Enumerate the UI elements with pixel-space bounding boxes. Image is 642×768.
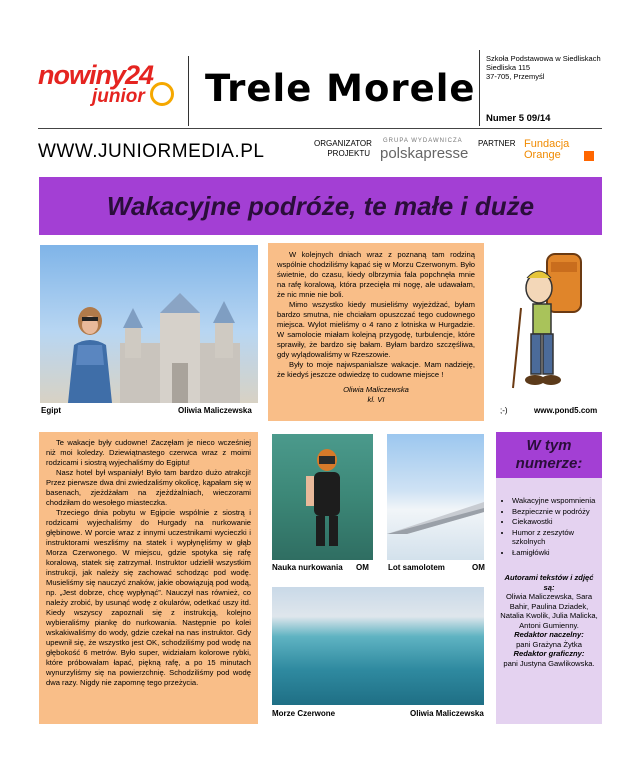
organizer-group: GRUPA WYDAWNICZA bbox=[383, 138, 463, 144]
header-rule bbox=[38, 128, 602, 129]
girl-figure-icon bbox=[64, 305, 116, 403]
photo-credit: Oliwia Maliczewska bbox=[178, 406, 252, 415]
egypt-castle-photo bbox=[40, 245, 258, 403]
sun-icon bbox=[150, 82, 174, 106]
airplane-wing-icon bbox=[387, 494, 484, 534]
airplane-photo bbox=[387, 434, 484, 560]
story-paragraph: Mimo wszystko kiedy musieliśmy wyjeżdżać, byłam bardzo smutna, nie chciałam opuszczać tego cudownego miejsca. Wylot mieliśmy o 4 rano z lotniska w Hurgadzie. W samolocie miałam kolejną przygodę, turbulencje, które sprawiły, że bardzo się bałam. Byłam bardzo szczęśliwa, gdy wylądowaliśmy w Rzeszowie. bbox=[277, 300, 475, 359]
story-paragraph: Trzeciego dnia pobytu w Egipcie wspólnie z siostrą i rodzicami wyjechaliśmy do Hurgady na nurkowanie głębinowe. W porcie wraz z innymi uczestnikami wycieczki i instruktorami weszliśmy na statek i wypłynęliśmy w głąb Morza Czerwonego. W miejscu, gdzie spotyka się rafę koralową, statek się zatrzymał. Instruktor udzielił wszystkim instrukcji, jak należy się zachować schodząc pod wodę. Musieliśmy się nauczyć znaków, jakie obowiązują pod wodą, np. „Jest dobrze, chcę wypłynąć”. Nauczył nas również, co należy zrobić, by usunąć wodę z okularów, odetkać uszy itd. Kiedy wszyscy zapoznali się z instrukcją, kolejno wybieraliśmy piankę do nurkowania. Następnie po kolei wskakiwaliśmy do wody, gdzie czekał na nas instruktor. Gdy upewnił się, że wszystko jest OK, schodziliśmy pod wodę na głębokość 6 metrów. Było super, widziałam kolorowe rybki, które próbowałam łapać, piękną rafę, a po 15 minutach wynurzyliśmy się na powierzchnię. Schodziliśmy pod wodę dwa razy. Nigdy nie zapomnę tego przeżycia. bbox=[46, 508, 251, 687]
diving-photo bbox=[272, 434, 373, 560]
website-link[interactable]: WWW.JUNIORMEDIA.PL bbox=[38, 141, 265, 162]
story-paragraph: W kolejnych dniach wraz z poznaną tam rodziną wspólnie chodziliśmy kąpać się w Morzu Czerwonym. Było świetnie, do czasu, kiedy olbrzymia fala popchnęła mnie na rafę koralową, która przecięła mi nogę, ale udawałam, że nic mnie nie boli. bbox=[277, 250, 475, 299]
partner-label: PARTNER bbox=[478, 139, 516, 148]
school-address bbox=[486, 54, 606, 81]
orange-square-icon bbox=[584, 151, 594, 161]
photo-credit: OM bbox=[356, 563, 369, 572]
castle-icon bbox=[110, 293, 250, 403]
story-main-box bbox=[39, 432, 258, 724]
header-divider bbox=[188, 56, 189, 126]
story-continuation-box bbox=[268, 243, 484, 421]
sidebar-contents bbox=[496, 478, 602, 724]
hiker-illustration bbox=[505, 248, 595, 398]
banner-title: Wakacyjne podróże, te małe i duże bbox=[106, 190, 535, 221]
authors-heading: Autorami tekstów i zdjęć są: bbox=[504, 573, 594, 592]
editor-name: pani Grażyna Żytka bbox=[516, 639, 582, 649]
fundacja-line: Fundacja bbox=[524, 138, 570, 150]
story-paragraph: Nasz hotel był wspaniały! Było tam bardzo dużo atrakcji! Przez pierwsze dwa dni zwiedzaliśmy okolicę, kąpałam się w basenach, zjeżdżałam na zjeżdżalniach, wieczorami chodziłam do wesołego miasteczka. bbox=[46, 468, 251, 507]
story-paragraph: Były to moje najwspanialsze wakacje. Mam nadzieję, że kiedyś jeszcze odwiedzę to cudowne miejsce ! bbox=[277, 360, 475, 379]
school-city: 37-705, Przemyśl bbox=[486, 72, 545, 81]
organizer-label bbox=[314, 139, 370, 159]
sidebar-heading: W tym numerze: bbox=[496, 432, 602, 478]
credits bbox=[500, 573, 598, 668]
image-source-link[interactable]: www.pond5.com bbox=[534, 406, 598, 415]
school-name: Szkoła Podstawowa w Siedliskach bbox=[486, 54, 601, 63]
graphics-name: pani Justyna Gawlikowska. bbox=[503, 658, 595, 668]
authors-list: Oliwia Maliczewska, Sara Bahir, Paulina Dziadek, Natalia Kwolik, Julia Malicka, Antoni Gumienny. bbox=[500, 592, 598, 630]
editor-heading: Redaktor naczelny: bbox=[514, 630, 584, 639]
header-divider bbox=[479, 50, 480, 126]
logo-junior-text: junior bbox=[92, 86, 145, 107]
red-sea-photo bbox=[272, 587, 484, 705]
graphics-heading: Redaktor graficzny: bbox=[513, 649, 585, 658]
diver-figure-icon bbox=[302, 448, 352, 548]
photo-caption: Nauka nurkowania bbox=[272, 563, 343, 572]
photo-caption: Morze Czerwone bbox=[272, 709, 336, 718]
organizer-label-line: PROJEKTU bbox=[327, 149, 370, 158]
polskapresse-logo: polskapresse bbox=[380, 145, 469, 162]
table-of-contents bbox=[500, 496, 598, 557]
photo-credit: OM bbox=[472, 563, 485, 572]
school-street: Siedliska 115 bbox=[486, 63, 531, 72]
toc-item: • Bezpiecznie w podróży bbox=[512, 507, 598, 517]
photo-caption: Egipt bbox=[41, 406, 61, 415]
issue-number: Numer 5 09/14 bbox=[486, 113, 551, 124]
fundacja-orange-logo bbox=[524, 139, 569, 161]
newspaper-title: Trele Morele bbox=[205, 67, 476, 110]
logo-number: 24 bbox=[125, 60, 154, 90]
fundacja-line: Orange bbox=[524, 149, 561, 161]
toc-item: • Humor z zeszytów szkolnych bbox=[512, 528, 598, 547]
toc-item: • Łamigłówki bbox=[512, 548, 598, 558]
issue-banner bbox=[39, 177, 602, 235]
photo-credit: Oliwia Maliczewska bbox=[410, 709, 484, 718]
story-paragraph: Te wakacje były cudowne! Zaczęłam je nieco wcześniej niż moi koledzy. Dziewiątnastego czerwca wraz z moimi rodzicami i siostrą wyjechaliśmy do Egiptu! bbox=[46, 438, 251, 467]
toc-item: • Ciekawostki bbox=[512, 517, 598, 527]
photo-caption: Lot samolotem bbox=[388, 563, 445, 572]
organizer-label-line: ORGANIZATOR bbox=[314, 139, 372, 148]
story-class: kl. VI bbox=[367, 395, 385, 404]
story-author: Oliwia Maliczewska bbox=[343, 385, 409, 394]
photo-caption: ;-) bbox=[500, 406, 508, 415]
logo-nowiny-text: nowiny bbox=[38, 60, 125, 90]
toc-item: • Wakacyjne wspomnienia bbox=[512, 496, 598, 506]
